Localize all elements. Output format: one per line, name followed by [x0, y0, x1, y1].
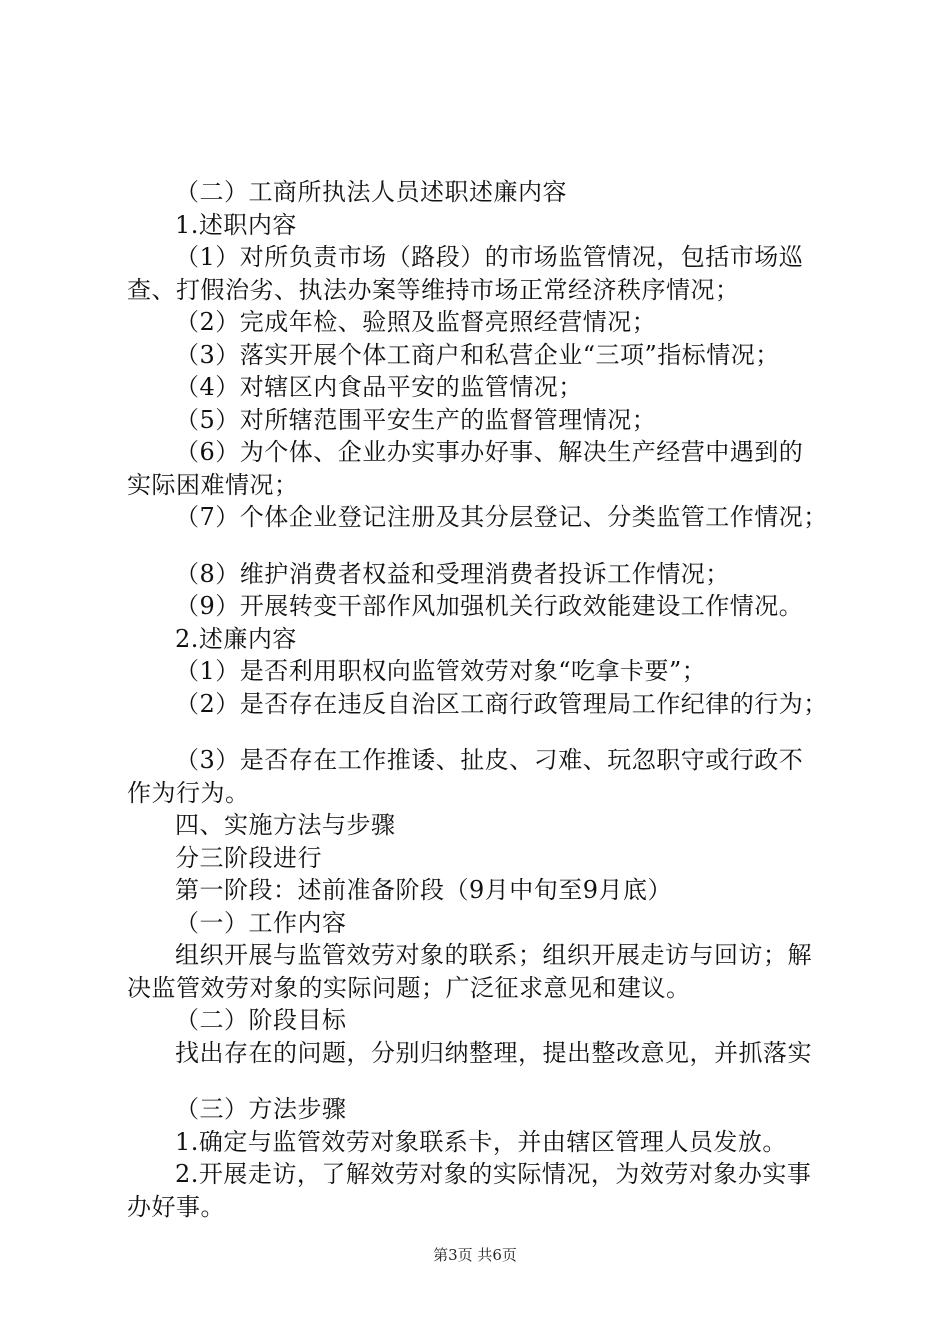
list-item: （1）对所负责市场（路段）的市场监管情况，包括市场巡	[175, 243, 804, 271]
paragraph-continuation: 决监管效劳对象的实际问题；广泛征求意见和建议。	[127, 973, 691, 1002]
list-item-continuation: 办好事。	[127, 1192, 225, 1221]
section-heading: 四、实施方法与步骤	[175, 811, 396, 839]
list-item: 2.开展走访，了解效劳对象的实际情况，为效劳对象办实事	[175, 1160, 812, 1188]
blank-line	[127, 720, 837, 744]
list-item: （6）为个体、企业办实事办好事、解决生产经营中遇到的	[175, 438, 804, 466]
list-item: （7）个体企业登记注册及其分层登记、分类监管工作情况；	[175, 503, 828, 531]
list-item: （3）是否存在工作推诿、扯皮、刁难、玩忽职守或行政不	[175, 746, 804, 774]
subheading: （二）阶段目标	[175, 1006, 347, 1034]
subheading: 2.述廉内容	[175, 624, 297, 653]
list-item: （3）落实开展个体工商户和私营企业“三项”指标情况；	[175, 340, 780, 369]
stage-heading: 第一阶段：述前准备阶段（9月中旬至9月底）	[175, 876, 673, 904]
subheading: （三）方法步骤	[175, 1095, 347, 1123]
section-heading: （二）工商所执法人员述职述廉内容	[175, 178, 567, 206]
list-item: （8）维护消费者权益和受理消费者投诉工作情况；	[175, 559, 730, 588]
document-body	[127, 176, 837, 1223]
subheading: 1.述职内容	[175, 210, 297, 239]
blank-line	[127, 1069, 837, 1093]
blank-line	[127, 534, 837, 558]
list-item: （1）是否利用职权向监管效劳对象“吃拿卡要”；	[175, 657, 707, 685]
list-item: （4）对辖区内食品平安的监管情况；	[175, 373, 583, 401]
paragraph: 组织开展与监管效劳对象的联系；组织开展走访与回访；解	[175, 941, 812, 969]
list-item: （5）对所辖范围平安生产的监督管理情况；	[175, 405, 657, 434]
list-item-continuation: 作为行为。	[127, 778, 250, 807]
paragraph: 找出存在的问题，分别归纳整理，提出整改意见，并抓落实	[175, 1038, 812, 1067]
list-item-continuation: 查、打假治劣、执法办案等维持市场正常经济秩序情况；	[127, 275, 740, 304]
page-footer: 第3页 共6页	[433, 1246, 517, 1264]
list-item-continuation: 实际困难情况；	[127, 470, 299, 499]
subheading: （一）工作内容	[175, 908, 347, 937]
list-item: （2）完成年检、验照及监督亮照经营情况；	[175, 308, 657, 336]
list-item: （2）是否存在违反自治区工商行政管理局工作纪律的行为；	[175, 689, 828, 718]
paragraph: 分三阶段进行	[175, 843, 322, 872]
list-item: （9）开展转变干部作风加强机关行政效能建设工作情况。	[175, 592, 804, 620]
list-item: 1.确定与监管效劳对象联系卡，并由辖区管理人员发放。	[175, 1127, 787, 1156]
